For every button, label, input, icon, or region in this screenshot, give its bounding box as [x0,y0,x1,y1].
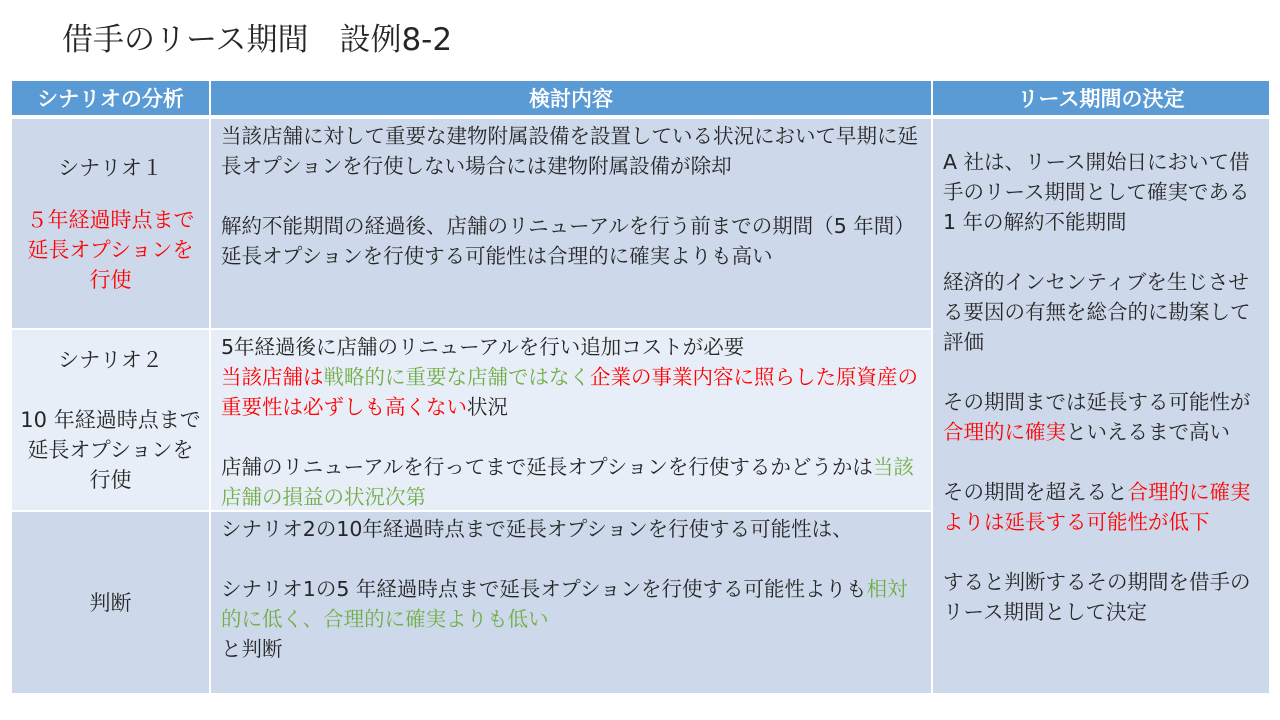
decision-cell [932,118,1270,694]
decision-p2: 経済的インセンティブを生じさせる要因の有無を総合的に勘案して評価 [943,270,1251,354]
decision-p1: A 社は、リース開始日において借手のリース期間として確実である1 年の解約不能期間 [943,150,1250,234]
judgement-cell [11,511,210,694]
scenario-1-title: シナリオ１ [58,155,163,180]
decision-p5: すると判断するその期間を借手のリース期間として決定 [943,570,1251,624]
scenario-1-condition: ５年経過時点まで延長オプションを行使 [26,207,195,292]
judgement-line-1: シナリオ2の10年経過時点まで延長オプションを行使する可能性は、 [221,517,853,541]
judgement-line-3: と判断 [221,637,283,661]
scenario-2-condition: 10 年経過時点まで延長オプションを行使 [20,408,201,492]
scenario-2-review [210,329,932,511]
header-decision: リース期間の決定 [932,80,1270,118]
decision-p3: その期間までは延長する可能性が合理的に確実といえるまで高い [943,390,1251,444]
header-scenario: シナリオの分析 [11,80,210,118]
scenario-1-cell [11,118,210,329]
judgement-line-2: シナリオ1の5 年経過時点まで延長オプションを行使する可能性よりも相対的に低く、合理的に確実よりも低い [221,577,908,631]
review-2-line-3: 店舗のリニューアルを行ってまで延長オプションを行使するかどうかは当該店舗の損益の状況次第 [221,455,914,509]
header-review: 検討内容 [210,80,932,118]
review-1-line-2: 解約不能期間の経過後、店舗のリニューアルを行う前までの期間（5 年間） [221,214,915,238]
scenario-1-review [210,118,932,329]
review-2-line-2: 当該店舗は戦略的に重要な店舗ではなく企業の事業内容に照らした原資産の重要性は必ずしも高くない状況 [221,365,918,419]
scenario-2-cell [11,329,210,511]
decision-p4: その期間を超えると合理的に確実よりは延長する可能性が低下 [943,480,1251,534]
scenario-2-title: シナリオ２ [58,348,163,372]
review-1-line-1: 当該店舗に対して重要な建物附属設備を設置している状況において早期に延長オプションを行使しない場合には建物附属設備が除却 [221,124,918,178]
lease-table [11,80,1270,694]
review-2-line-1: 5年経過後に店舗のリニューアルを行い追加コストが必要 [221,335,745,359]
judgement-label: 判断 [89,590,132,615]
page-title: 借手のリース期間 設例8-2 [62,22,453,58]
judgement-review [210,511,932,694]
review-1-line-3: 延長オプションを行使する可能性は合理的に確実よりも高い [221,244,773,268]
